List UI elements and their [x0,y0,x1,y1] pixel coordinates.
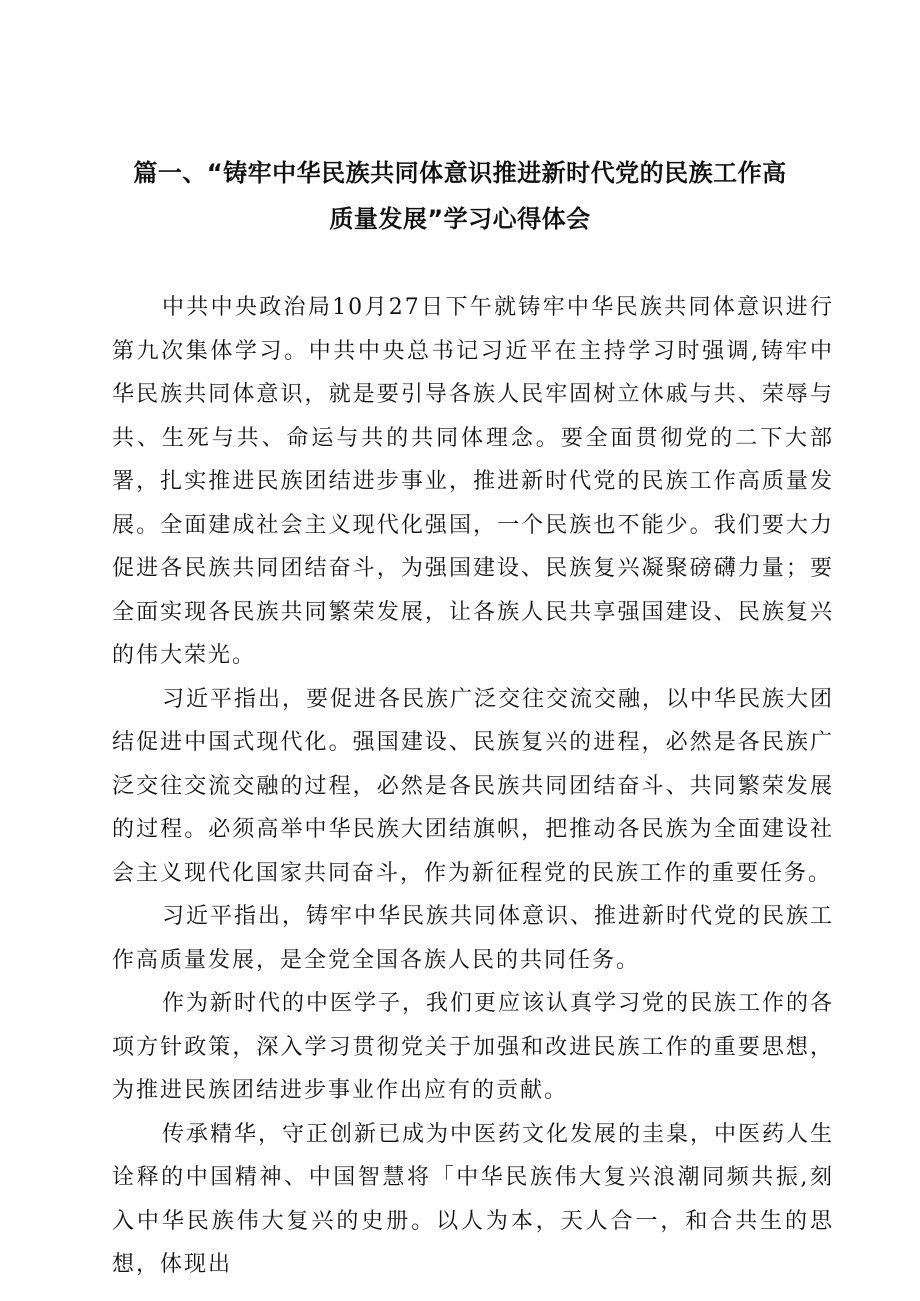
paragraph-5: 传承精华，守正创新已成为中医药文化发展的圭臬，中医药人生诠释的中国精神、中国智慧将「中华民族伟大复兴浪潮同频共振,刻入中华民族伟大复兴的史册。以人为本，天人合一，和合共生的思想，体现出 [112,1121,835,1277]
paragraph-2: 习近平指出，要促进各民族广泛交往交流交融，以中华民族大团结促进中国式现代化。强国建设、民族复兴的进程，必然是各民族广泛交往交流交融的过程，必然是各民族共同团结奋斗、共同繁荣发展的过程。必须高举中华民族大团结旗帜，把推动各民族为全面建设社会主义现代化国家共同奋斗，作为新征程党的民族工作的重要任务。 [112,686,835,886]
document-title [110,150,810,242]
paragraph-4: 作为新时代的中医学子，我们更应该认真学习党的民族工作的各项方针政策，深入学习贯彻党关于加强和改进民族工作的重要思想，为推进民族团结进步事业作出应有的贡献。 [112,991,835,1103]
paragraph-1: 中共中央政治局10月27日下午就铸牢中华民族共同体意识进行第九次集体学习。中共中央总书记习近平在主持学习时强调,铸牢中华民族共同体意识，就是要引导各族人民牢固树立休戚与共、荣辱与共、生死与共、命运与共的共同体理念。要全面贯彻党的二下大部署，扎实推进民族团结进步事业，推进新时代党的民族工作高质量发展。全面建成社会主义现代化强国，一个民族也不能少。我们要大力促进各民族共同团结奋斗，为强国建设、民族复兴凝聚磅礴力量；要全面实现各民族共同繁荣发展，让各族人民共享强国建设、民族复兴的伟大荣光。 [112,295,834,668]
title-line-1: 篇一、“铸牢中华民族共同体意识推进新时代党的民族工作高 [133,159,787,187]
paragraph-3: 习近平指出，铸牢中华民族共同体意识、推进新时代党的民族工作高质量发展，是全党全国各族人民的共同任务。 [112,904,835,973]
document-body [112,286,834,1287]
title-line-2: 质量发展”学习心得体会 [329,205,591,233]
